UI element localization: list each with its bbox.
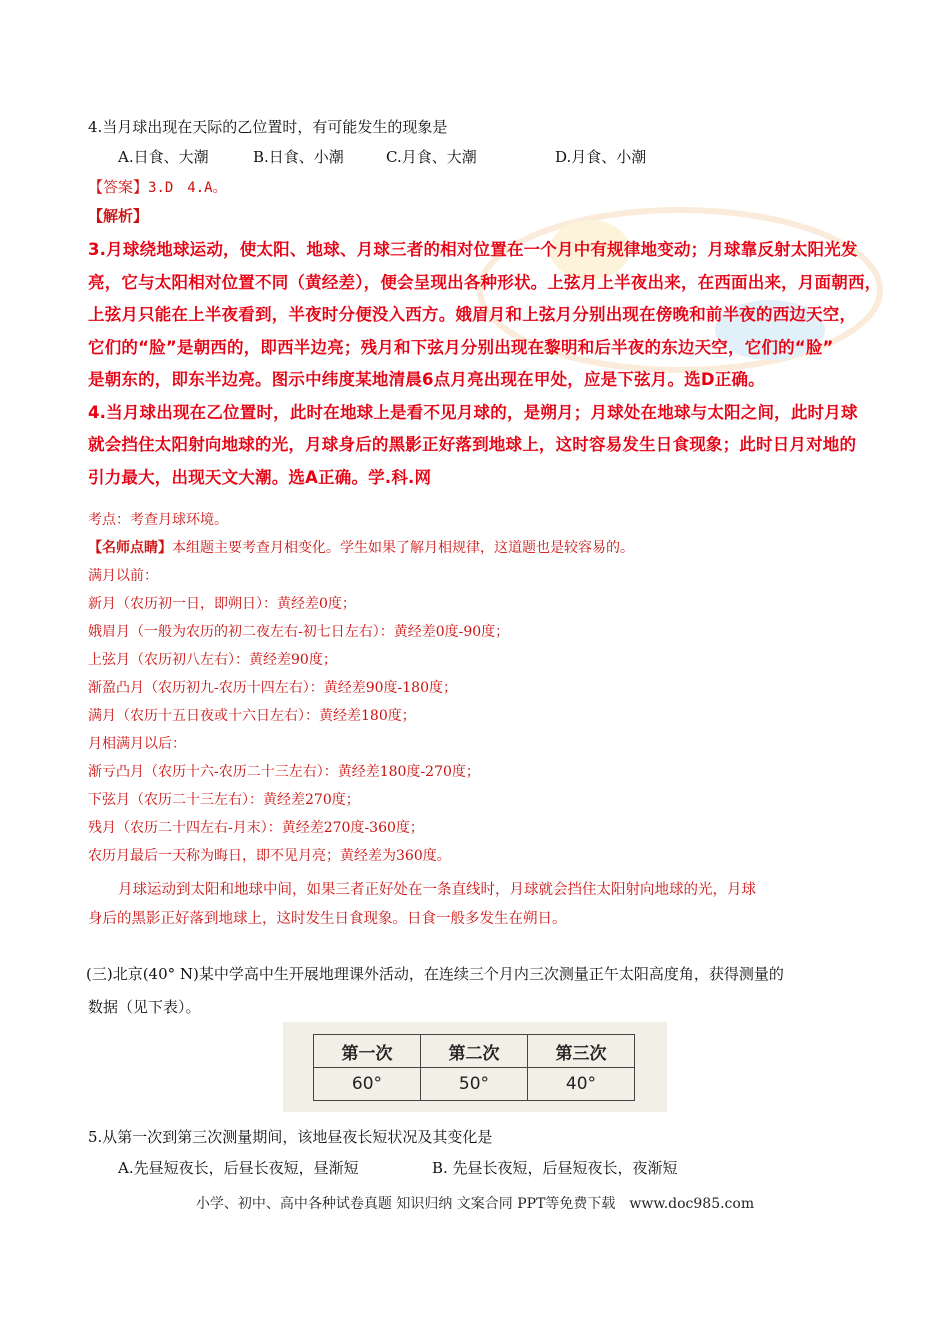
answer-row xyxy=(88,176,227,199)
kaodian-text: 考点：考查月球环境。 xyxy=(88,512,228,528)
eclipse-para-line-1: 月球运动到太阳和地球中间，如果三者正好处在一条直线时，月球就会挡住太阳射向地球的光，月球 xyxy=(118,882,756,898)
question-5-stem: 5.从第一次到第三次测量期间，该地昼夜长短状况及其变化是 xyxy=(88,1128,493,1146)
section-3-line-1: (三)北京(40° N)某中学高中生开展地理课外活动，在连续三个月内三次测量正午太阳高度角，获得测量的 xyxy=(86,965,784,983)
explanation-line: 是朝东的，即东半边亮。图示中纬度某地清晨6点月亮出现在甲处，应是下弦月。选D正确。 xyxy=(88,370,765,389)
table-header-cell: 第二次 xyxy=(421,1035,528,1068)
section-3-line-2: 数据（见下表）。 xyxy=(88,998,201,1016)
q4-option-c: C.月食、大潮 xyxy=(386,148,477,166)
phase-line: 娥眉月（一般为农历的初二夜左右-初七日左右）：黄经差0度-90度； xyxy=(88,624,510,640)
phase-line: 满月以前： xyxy=(88,568,158,584)
explanation-line: 4.当月球出现在乙位置时，此时在地球上是看不见月球的，是朔月；月球处在地球与太阳之间，此时月球 xyxy=(88,402,858,422)
tip-label: 【名师点睛】 xyxy=(88,540,172,556)
q4-option-d: D.月食、小潮 xyxy=(555,148,647,166)
table-value-cell: 40° xyxy=(528,1068,635,1101)
table-value-cell: 60° xyxy=(314,1068,421,1101)
explanation-line: 它们的“脸”是朝西的，即西半边亮；残月和下弦月分别出现在黎明和后半夜的东边天空，它们的“脸” xyxy=(88,337,834,357)
tip-text: 本组题主要考查月相变化。学生如果了解月相规律，这道题也是较容易的。 xyxy=(172,540,634,556)
measurement-table xyxy=(313,1034,635,1101)
phase-line: 满月（农历十五日夜或十六日左右）：黄经差180度； xyxy=(88,708,416,724)
question-4-stem: 4.当月球出现在天际的乙位置时，有可能发生的现象是 xyxy=(88,118,448,136)
table-header-cell: 第三次 xyxy=(528,1035,635,1068)
phase-line: 新月（农历初一日，即朔日）：黄经差0度； xyxy=(88,596,356,612)
page-footer: 小学、初中、高中各种试卷真题 知识归纳 文案合同 PPT等免费下载 www.doc985.com xyxy=(195,1196,755,1212)
table-value-cell: 50° xyxy=(421,1068,528,1101)
explanation-line: 就会挡住太阳射向地球的光，月球身后的黑影正好落到地球上，这时容易发生日食现象；此时日月对地的 xyxy=(88,435,857,454)
answer-label: 【答案】 xyxy=(88,178,149,196)
q5-option-a: A.先昼短夜长，后昼长夜短，昼渐短 xyxy=(118,1159,359,1177)
explanation-label: 【解析】 xyxy=(88,207,149,225)
tip-row xyxy=(88,534,634,562)
phase-line: 下弦月（农历二十三左右）：黄经差270度； xyxy=(88,792,360,808)
phase-line: 月相满月以后： xyxy=(88,736,186,752)
phase-line: 渐亏凸月（农历十六-农历二十三左右）：黄经差180度-270度； xyxy=(88,764,480,780)
explanation-line: 3.月球绕地球运动，使太阳、地球、月球三者的相对位置在一个月中有规律地变动；月球靠反射太阳光发 xyxy=(88,240,858,259)
phase-line: 渐盈凸月（农历初九-农历十四左右）：黄经差90度-180度； xyxy=(88,680,457,696)
phase-line: 上弦月（农历初八左右）：黄经差90度； xyxy=(88,652,337,668)
answer-value: 3.D 4.A。 xyxy=(148,180,227,196)
q5-option-b: B. 先昼长夜短，后昼短夜长，夜渐短 xyxy=(432,1159,678,1177)
explanation-line: 亮，它与太阳相对位置不同（黄经差），便会呈现出各种形状。上弦月上半夜出来，在西面出来，月面朝西， xyxy=(88,272,882,292)
phase-line: 农历月最后一天称为晦日，即不见月亮；黄经差为360度。 xyxy=(88,848,451,864)
measurement-table-figure xyxy=(283,1022,667,1112)
explanation-line: 引力最大，出现天文大潮。选A正确。学.科.网 xyxy=(88,467,432,487)
table-header-cell: 第一次 xyxy=(314,1035,421,1068)
q4-option-a: A.日食、大潮 xyxy=(118,148,209,166)
eclipse-para-line-2: 身后的黑影正好落到地球上，这时发生日食现象。日食一般多发生在朔日。 xyxy=(88,911,567,927)
explanation-line: 上弦月只能在上半夜看到，半夜时分便没入西方。娥眉月和上弦月分别出现在傍晚和前半夜的西边天空， xyxy=(88,305,857,324)
phase-line: 残月（农历二十四左右-月末）：黄经差270度-360度； xyxy=(88,820,424,836)
q4-option-b: B.日食、小潮 xyxy=(253,148,344,166)
